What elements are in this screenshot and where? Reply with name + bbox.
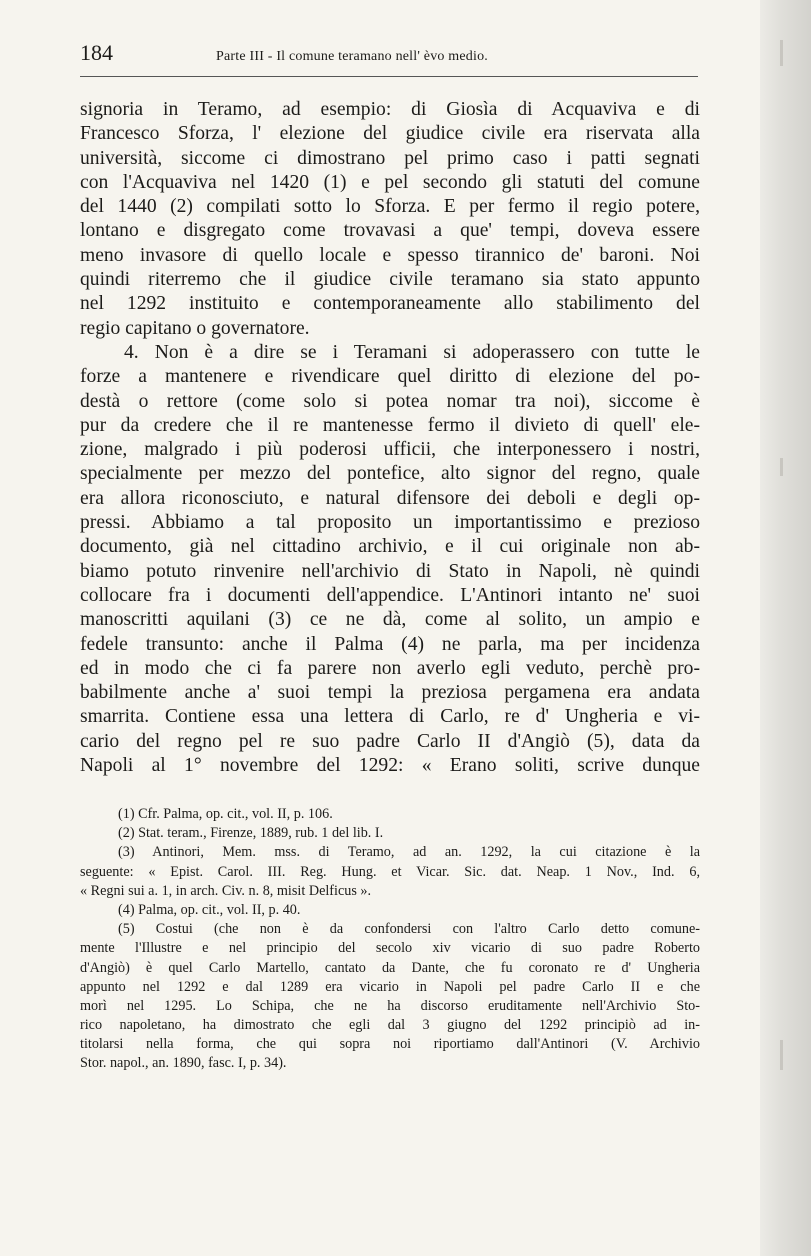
text-line: lontano e disgregato come trovavasi a que' tempi, doveva essere <box>80 220 700 242</box>
footnote-line: (4) Palma, op. cit., vol. II, p. 40. <box>118 901 301 918</box>
text-line: 4. Non è a dire se i Teramani si adoperassero con tutte le <box>124 341 700 363</box>
text-line: con l'Acquaviva nel 1420 (1) e pel secondo gli statuti del comune <box>80 171 700 193</box>
footnote-line: (2) Stat. teram., Firenze, 1889, rub. 1 del lib. I. <box>118 825 384 842</box>
text-line: smarrita. Contiene essa una lettera di Carlo, re d' Ungheria e vi- <box>80 706 700 728</box>
text-line: del 1440 (2) compilati sotto lo Sforza. E per fermo il regio potere, <box>80 196 700 218</box>
text-line: manoscritti aquilani (3) ce ne dà, come al solito, un ampio e <box>80 609 700 631</box>
footnote-line: (3) Antinori, Mem. mss. di Teramo, ad an. 1292, la cui citazione è la <box>118 844 700 861</box>
gutter-mark <box>780 458 783 476</box>
text-line: era allora riconosciuto, e natural difensore dei deboli e degli op- <box>80 487 700 509</box>
book-gutter <box>760 0 811 1256</box>
page-number: 184 <box>80 40 113 65</box>
footnote-line: Stor. napol., an. 1890, fasc. I, p. 34). <box>80 1055 287 1072</box>
text-line: pur da credere che il re mantenesse fermo il divieto di quell' ele- <box>80 414 700 436</box>
main-text <box>80 98 700 778</box>
gutter-mark <box>780 40 783 66</box>
text-line: università, siccome ci dimostrano pel primo caso i patti segnati <box>80 147 700 169</box>
footnote-line: morì nel 1295. Lo Schipa, che ne ha discorso eruditamente nell'Archivio Sto- <box>80 997 700 1014</box>
footnote-line: d'Angiò) è quel Carlo Martello, cantato da Dante, che fu coronato re d' Ungheria <box>80 959 700 976</box>
text-line: documento, già nel cittadino archivio, e il cui originale non ab- <box>80 536 700 558</box>
text-line: signoria in Teramo, ad esempio: di Giosìa di Acquaviva e di <box>80 99 700 120</box>
text-line: specialmente per mezzo del pontefice, alto signor del regno, quale <box>80 463 700 485</box>
footnote-line: mente l'Illustre e nel principio del secolo xiv vicario di suo padre Roberto <box>80 940 700 957</box>
text-line: babilmente anche a' suoi tempi la preziosa pergamena era andata <box>80 682 700 704</box>
footnotes <box>80 805 700 1074</box>
text-line: zione, malgrado i più poderosi ufficii, che interponessero i nostri, <box>80 439 700 461</box>
footnote-line: « Regni sui a. 1, in arch. Civ. n. 8, misit Delficus ». <box>80 882 372 899</box>
text-line: Francesco Sforza, l' elezione del giudice civile era riservata alla <box>80 123 700 145</box>
text-line: cario del regno pel re suo padre Carlo II d'Angiò (5), data da <box>80 730 700 752</box>
footnote-line: titolarsi nella forma, che qui sopra noi riportiamo dall'Antinori (V. Archivio <box>80 1036 700 1053</box>
text-line: regio capitano o governatore. <box>80 317 310 339</box>
text-line: meno invasore di quello locale e spesso tirannico de' baroni. Noi <box>80 244 700 266</box>
footnote-line: appunto nel 1292 e dal 1289 era vicario in Napoli pel padre Carlo II e che <box>80 978 700 995</box>
page-header <box>80 40 698 70</box>
text-line: destà o rettore (come solo si potea nomar tra noi), siccome è <box>80 390 700 412</box>
text-line: nel 1292 instituito e contemporaneamente allo stabilimento del <box>80 293 700 315</box>
text-line: biamo potuto rinvenire nell'archivio di Stato in Napoli, nè quindi <box>80 560 700 582</box>
text-line: fedele transunto: anche il Palma (4) ne parla, ma per incidenza <box>80 633 700 655</box>
footnote-line: (1) Cfr. Palma, op. cit., vol. II, p. 106. <box>118 806 333 822</box>
gutter-mark <box>780 1040 783 1070</box>
text-line: collocare fra i documenti dell'appendice. L'Antinori intanto ne' suoi <box>80 584 700 606</box>
header-rule <box>80 76 698 77</box>
footnote-line: seguente: « Epist. Carol. III. Reg. Hung. et Vicar. Sic. dat. Neap. 1 Nov., Ind. 6, <box>80 863 700 880</box>
running-title: Parte III - Il comune teramano nell' èvo medio. <box>216 49 488 64</box>
text-line: ed in modo che ci fa parere non averlo egli veduto, perchè pro- <box>80 657 700 679</box>
footnote-line: (5) Costui (che non è da confondersi con l'altro Carlo detto comune- <box>118 921 700 938</box>
text-line: quindi riterremo che il giudice civile teramano sia stato appunto <box>80 269 700 291</box>
text-line: pressi. Abbiamo a tal proposito un importantissimo e prezioso <box>80 512 700 534</box>
text-line: Napoli al 1° novembre del 1292: « Erano soliti, scrive dunque <box>80 755 700 777</box>
footnote-line: rico napoletano, ha dimostrato che egli dal 3 giugno del 1292 principiò ad in- <box>80 1017 700 1034</box>
text-line: forze a mantenere e rivendicare quel diritto di elezione del po- <box>80 366 700 388</box>
